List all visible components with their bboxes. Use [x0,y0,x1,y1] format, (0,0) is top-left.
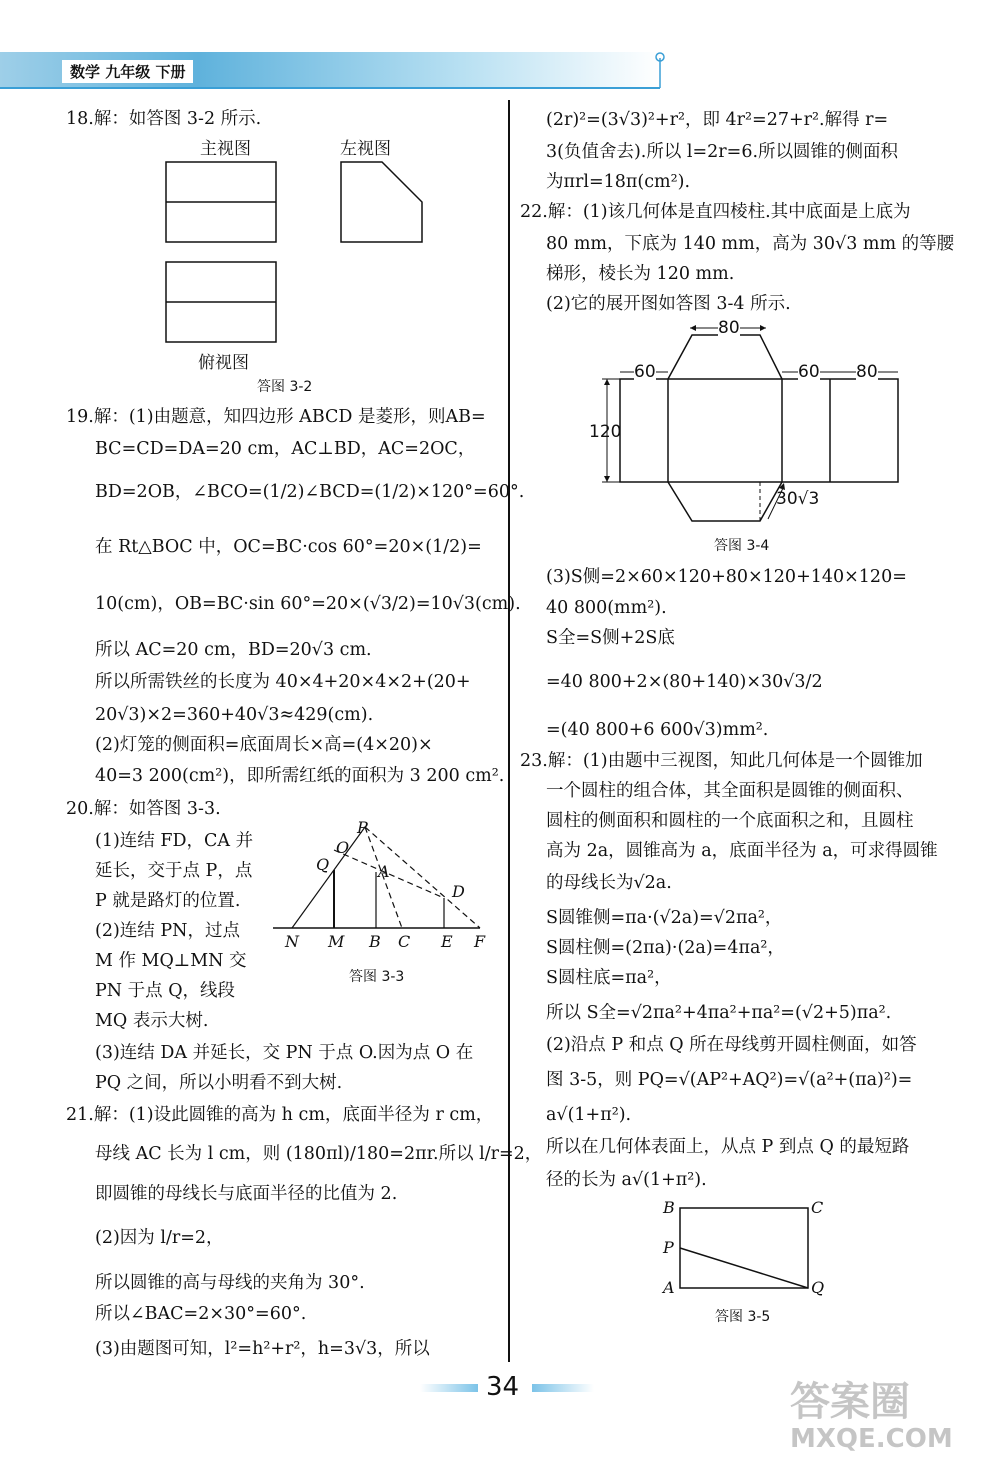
q21-line: 即圆锥的母线长与底面半径的比值为 2. [95,1184,398,1204]
q23-line: a√(1+π²). [546,1105,632,1125]
fig33-label: E [441,932,453,951]
q19-line: 40=3 200(cm²)，即所需红纸的面积为 3 200 cm². [95,766,505,786]
q21-line: 21.解：(1)设此圆锥的高为 h cm，底面半径为 r cm， [66,1105,494,1125]
q23-line: S圆柱侧=(2πa)·(2a)=4πa²， [546,938,785,958]
q22-line: S全=S侧+2S底 [546,628,675,648]
fig35-label: A [663,1278,675,1297]
dim-label: 30√3 [776,489,820,509]
q20-line: (2)连结 PN，过点 [95,921,240,941]
fig34-caption: 答图 3-4 [714,538,770,554]
dim-label: 60 [634,362,656,382]
fig32-top-label: 俯视图 [198,353,249,373]
fig33-label: C [398,932,411,951]
q22-line: 22.解：(1)该几何体是直四棱柱.其中底面是上底为 [520,202,911,222]
q22-line: =40 800+2×(80+140)×30√3/2 [546,672,823,692]
q21-line: 所以圆锥的高与母线的夹角为 30°. [95,1273,365,1293]
q23-line: S圆锥侧=πa·(√2a)=√2πa²， [546,908,783,928]
q20-line: M 作 MQ⊥MN 交 [95,951,247,971]
q22-line: =(40 800+6 600√3)mm². [546,720,769,740]
q20-line: MQ 表示大树. [95,1011,209,1031]
q23-line: 一个圆柱的组合体，其全面积是圆锥的侧面积、 [546,781,914,801]
fig33-label: N [285,932,299,951]
q19-line: 所以 AC=20 cm，BD=20√3 cm. [95,640,372,660]
page-title: 数学 九年级 下册 [62,60,193,83]
fig32-drawing [160,155,440,345]
q19-line: 在 Rt△BOC 中，OC=BC·cos 60°=20×(1/2)= [95,537,482,557]
q19-line: BD=2OB，∠BCO=(1/2)∠BCD=(1/2)×120°=60°. [95,482,525,502]
q23-line: 径的长为 a√(1+π²). [546,1170,707,1190]
q20-line: 延长，交于点 P，点 [95,861,253,881]
q19-line: 19.解：(1)由题意，知四边形 ABCD 是菱形，则AB= [66,407,486,427]
fig34-drawing [600,315,920,535]
q21-line: 3(负值舍去).所以 l=2r=6.所以圆锥的侧面积 [546,142,899,162]
dim-label: 120 [589,422,622,442]
dim-label: 80 [718,318,740,338]
q23-line: (2)沿点 P 和点 Q 所在母线剪开圆柱侧面，如答 [546,1035,917,1055]
fig33-label: P [357,818,368,837]
footer-decoration-right [532,1384,594,1392]
fig35-label: C [811,1198,824,1217]
q22-line: 40 800(mm²). [546,598,667,618]
fig35-label: P [663,1238,674,1257]
q18-line: 18.解：如答图 3-2 所示. [66,109,262,129]
fig35-drawing [672,1203,822,1293]
q20-line: P 就是路灯的位置. [95,891,241,911]
q22-line: 80 mm，下底为 140 mm，高为 30√3 mm 的等腰 [546,234,955,254]
q20-line: (3)连结 DA 并延长，交 PN 于点 O.因为点 O 在 [95,1043,474,1063]
watermark-line1: 答案圈 [790,1379,910,1425]
q19-line: BC=CD=DA=20 cm，AC⊥BD，AC=2OC， [95,439,476,459]
fig33-caption: 答图 3-3 [349,969,405,985]
fig33-label: O [336,838,350,857]
side-view [341,162,422,242]
fig35-label: Q [811,1278,825,1297]
q23-line: 圆柱的侧面积和圆柱的一个底面积之和，且圆柱 [546,811,914,831]
fig32-caption: 答图 3-2 [257,379,313,395]
column-divider [508,100,510,1362]
fig33-label: M [328,932,345,951]
fig32-side-label: 左视图 [340,139,391,159]
q19-line: (2)灯笼的侧面积=底面周长×高=(4×20)× [95,735,433,755]
fig33-label: D [452,882,465,901]
watermark-line2: MXQE.COM [790,1424,953,1454]
q22-line: (2)它的展开图如答图 3-4 所示. [546,294,791,314]
page-number: 34 [486,1372,520,1402]
q23-line: 高为 2a，圆锥高为 a，底面半径为 a，可求得圆锥 [546,841,938,861]
q19-line: 所以所需铁丝的长度为 40×4+20×4×2+(20+ [95,672,471,692]
header-rule [0,0,1000,100]
q23-line: 所以在几何体表面上，从点 P 到点 Q 的最短路 [546,1137,910,1157]
q21-line: (2r)²=(3√3)²+r²，即 4r²=27+r².解得 r= [546,110,889,130]
q21-line: (3)由题图可知，l²=h²+r²，h=3√3，所以 [95,1339,430,1359]
fig33-label: A [378,862,390,881]
q20-line: 20.解：如答图 3-3. [66,799,221,819]
q19-line: 10(cm)，OB=BC·sin 60°=20×(√3/2)=10√3(cm). [95,594,521,614]
q22-line: (3)S侧=2×60×120+80×120+140×120= [546,567,907,587]
q21-line: 所以∠BAC=2×30°=60°. [95,1304,307,1324]
q22-line: 梯形，棱长为 120 mm. [546,264,735,284]
q20-line: PN 于点 Q，线段 [95,981,236,1001]
dim-label: 60 [798,362,820,382]
q20-line: (1)连结 FD，CA 并 [95,831,254,851]
q23-line: S圆柱底=πa²， [546,968,672,988]
q21-line: 为πrl=18π(cm²). [546,172,691,192]
fig35-caption: 答图 3-5 [715,1309,771,1325]
fig33-label: B [369,932,381,951]
fig33-label: F [474,932,486,951]
fig32-front-label: 主视图 [200,139,251,159]
q21-line: (2)因为 l/r=2， [95,1228,224,1248]
q20-line: PQ 之间，所以小明看不到大树. [95,1073,343,1093]
watermark [790,1380,953,1454]
footer-decoration-left [420,1384,478,1392]
q23-line: 所以 S全=√2πa²+4πa²+πa²=(√2+5)πa². [546,1003,892,1023]
q21-line: 母线 AC 长为 l cm，则 (180πl)/180=2πr.所以 l/r=2， [95,1144,543,1164]
q23-line: 的母线长为√2a. [546,873,672,893]
q23-line: 23.解：(1)由题中三视图，知此几何体是一个圆锥加 [520,751,923,771]
fig35-label: B [663,1198,675,1217]
q23-line: 图 3-5，则 PQ=√(AP²+AQ²)=√(a²+(πa)²)= [546,1070,913,1090]
dim-label: 80 [856,362,878,382]
q19-line: 20√3)×2=360+40√3≈429(cm). [95,705,374,725]
fig33-label: Q [316,855,330,874]
